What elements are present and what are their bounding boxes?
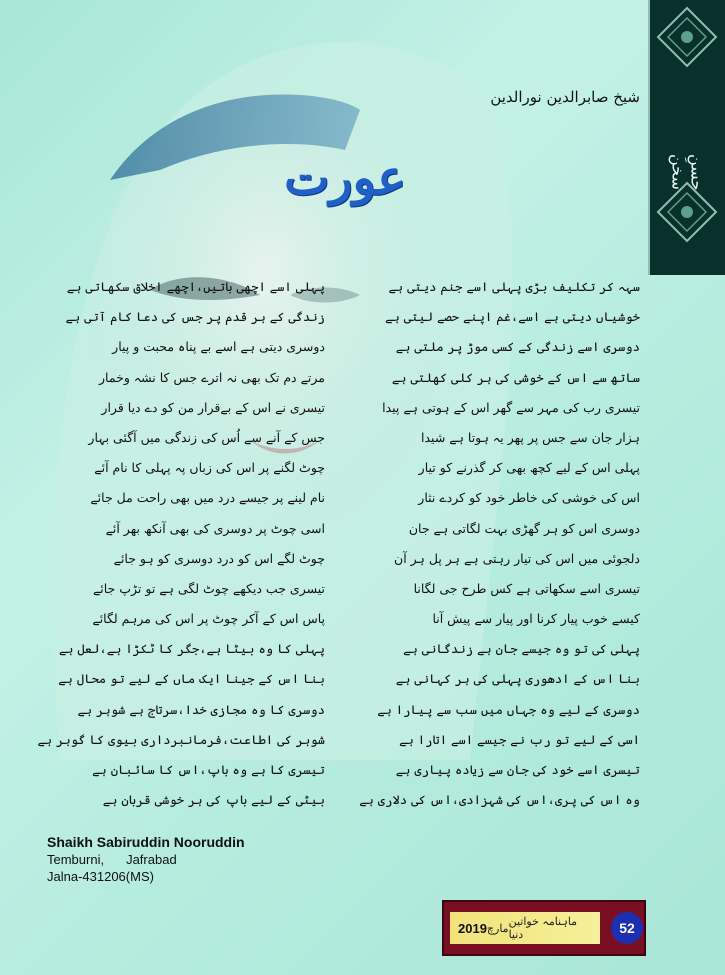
poem-line: چوٹ لگے اس کو درد دوسری کو ہو جائے [113,550,325,566]
poem-line: تیسری جب دیکھے چوٹ لگی ہے تو تڑپ جائے [92,580,325,596]
author-name: Shaikh Sabiruddin Nooruddin [47,834,245,850]
page-number-badge: 52 [611,912,643,944]
poem-line: تیسری اسے سکھاتی ہے کس طرح جی لگانا [413,580,640,596]
author-name-urdu: شیخ صابرالدین نورالدین [490,88,640,106]
poem-line: پہلی اسے اچھی باتیں،اچھے اخلاق سکھاتی ہے [66,279,325,294]
author-address-line [47,851,245,868]
author-town: Temburni, [47,852,105,867]
poem-line: کیسے خوب پیار کرنا اور پیار سے پیش آنا [432,611,640,627]
section-side-panel [648,0,725,275]
poem-line: اسی چوٹ پر دوسری کی بھی آنکھ بھر آئے [105,520,325,536]
poem-column-right [359,272,640,815]
poem-line: مرتے دم تک بھی نہ اترے جس کا نشہ وخمار [99,369,325,385]
ornament-icon [656,6,718,68]
poem-line: بنا اس کے ادھوری پہلی کی ہر کہانی ہے [395,671,640,687]
poem-line: خوشیاں دیتی ہے اسے،غم اپنے حصے لیتی ہے [385,309,640,325]
poem-line: شوہر کی اطاعت،فرمانبرداری بیوی کا گوہر ہے [37,731,325,747]
poem-line: بیٹی کے لیے باپ کی ہر خوشی قربان ہے [102,792,325,808]
author-district: Jalna-431206(MS) [47,869,154,884]
poem-line: تیسری نے اس کے بےقرار من کو دے دیا قرار [101,399,325,415]
poem-line: پاس اس کے آکر چوٹ پر اس کی مرہم لگائے [92,611,325,627]
poem-line: وہ اس کی پری،اس کی شہزادی،اس کی دلاری ہے [359,792,640,808]
poem-line: نام لینے پر جیسے درد میں بھی راحت مل جائے [90,490,325,506]
poem-line: بنا اس کے جینا ایک ماں کے لیے تو محال ہے [58,671,325,687]
poem-line: ساتھ سے اس کے خوشی کی ہر کلی کھلتی ہے [391,369,640,385]
poem-line: جس کے آنے سے اُس کی زندگی میں آگئی بہار [88,429,325,445]
page-footer [442,900,646,956]
magazine-name: ماہنامہ خواتین دنیا [508,915,578,941]
poem-column-left [37,272,325,815]
poem-line: دوسری اس کو ہر گھڑی بہت لگاتی ہے جان [408,520,640,536]
poem-line: چوٹ لگنے پر اس کی زباں پہ پہلی کا نام آئے [94,460,325,476]
footer-magazine-strip [450,912,600,944]
poem-line: سہہ کر تکلیف بڑی پہلی اسے جنم دیتی ہے [388,279,640,294]
poem-line: دوسری کے لیے وہ جہاں میں سب سے پیارا ہے [377,701,640,717]
poem-line: ہزار جان سے جس پر پھر یہ ہوتا ہے شیدا [421,429,640,445]
poem-line: تیسری کا ہے وہ باپ،اس کا سائبان ہے [92,762,325,777]
poem-line: اسی کے لیے تو رب نے جیسے اسے اتارا ہے [399,731,640,747]
issue-month: مارچ [486,921,509,935]
poem-line: زندگی کے ہر قدم پر جس کی دعا کام آتی ہے [65,309,325,325]
poem-line: اس کی خوشی کی خاطر خود کو کردے نثار [418,490,640,506]
poem-line: پہلی کی تو وہ جیسے جان ہے زندگانی ہے [403,641,640,657]
poem-title: عورت [284,150,406,206]
poem-line: پہلی اس کے لیے کچھ بھی کر گذرنے کو تیار [418,460,640,476]
section-label: حسنِ سخن [668,153,707,190]
poem-line: پہلی کا وہ بیٹا ہے،جگر کا ٹکڑا ہے،لعل ہے [58,641,325,657]
poem-line: دلجوئی میں اس کی تیار رہتی ہے ہر پل ہر آن [394,550,640,566]
poem-line: دوسری اسے زندگی کے کسی موڑ پر ملتی ہے [395,339,640,355]
author-credit [47,834,245,885]
poem-line: دوسری دیتی ہے اسے بے پناہ محبت و پیار [112,339,325,355]
issue-year: 2019 [458,920,487,936]
ornament-icon [656,181,718,243]
poem-line: تیسری اسے خود کی جان سے زیادہ پیاری ہے [395,762,640,777]
poem-line: دوسری کا وہ مجازی خدا،سرتاج ہے شوہر ہے [77,701,325,717]
author-taluka: Jafrabad [126,852,177,867]
poem-line: تیسری رب کی مہر سے گھر اس کے ہوتی ہے پیدا [382,399,640,415]
